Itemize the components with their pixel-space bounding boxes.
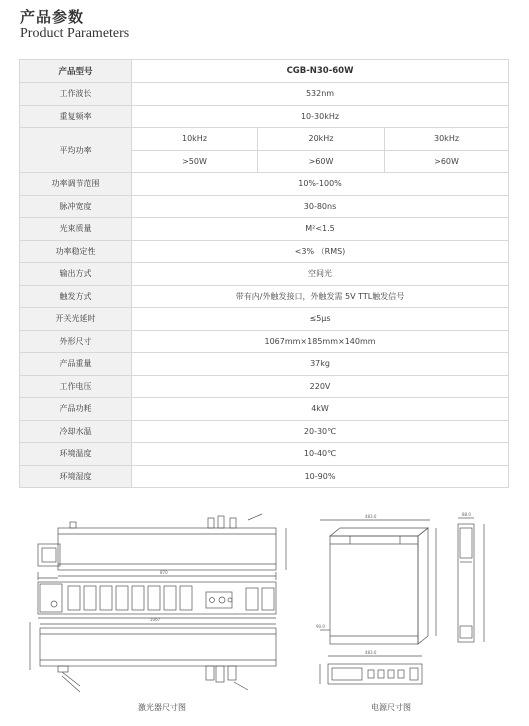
- table-header-row: [20, 60, 509, 83]
- dimension-label: 1067: [150, 617, 161, 622]
- spec-table: [19, 59, 509, 488]
- model-label: 产品型号: [20, 60, 132, 83]
- dimension-label: 870: [160, 570, 168, 575]
- dimension-label: 483.0: [365, 514, 377, 519]
- table-row: [20, 285, 509, 308]
- laser-side-view: [30, 622, 276, 692]
- row-value: 4kW: [132, 398, 509, 421]
- row-label: 外形尺寸: [20, 330, 132, 353]
- table-row: [20, 218, 509, 241]
- freq-cell: 20kHz: [258, 128, 385, 151]
- power-cell: >60W: [385, 150, 509, 173]
- row-label: 输出方式: [20, 263, 132, 286]
- page-title-cn: 产品参数: [20, 8, 85, 26]
- row-value: 10-40℃: [132, 443, 509, 466]
- row-label: 触发方式: [20, 285, 132, 308]
- row-label: 开关光延时: [20, 308, 132, 331]
- table-row: [20, 465, 509, 488]
- power-supply-side-view: [458, 518, 484, 642]
- table-row: [20, 353, 509, 376]
- row-value: 10%-100%: [132, 173, 509, 196]
- row-label: 工作电压: [20, 375, 132, 398]
- row-value: 带有内/外触发接口，外触发需 5V TTL触发信号: [132, 285, 509, 308]
- row-label: 脉冲宽度: [20, 195, 132, 218]
- wavelength-value: 532nm: [132, 83, 509, 106]
- model-value: CGB-N30-60W: [132, 60, 509, 83]
- row-label: 环境温度: [20, 443, 132, 466]
- row-value: 空间光: [132, 263, 509, 286]
- power-supply-front-view: [320, 656, 422, 684]
- row-label: 功率调节范围: [20, 173, 132, 196]
- row-label: 环境湿度: [20, 465, 132, 488]
- power-drawing-caption: 电源尺寸图: [371, 703, 411, 712]
- dimension-label: 88.0: [462, 512, 471, 517]
- table-row: [20, 83, 509, 106]
- dimension-label: 90.0: [316, 624, 325, 629]
- table-row: [20, 195, 509, 218]
- row-value: 10-90%: [132, 465, 509, 488]
- power-cell: >50W: [132, 150, 258, 173]
- table-row: [20, 105, 509, 128]
- page-title-en: Product Parameters: [20, 26, 130, 41]
- freq-cell: 30kHz: [385, 128, 509, 151]
- table-row: [20, 240, 509, 263]
- rep-rate-value: 10-30kHz: [132, 105, 509, 128]
- table-row: [20, 308, 509, 331]
- row-label: 产品重量: [20, 353, 132, 376]
- laser-front-view: [38, 578, 276, 618]
- laser-drawing-caption: 激光器尺寸图: [138, 703, 186, 712]
- avg-power-label: 平均功率: [20, 128, 132, 173]
- row-value: <3% （RMS): [132, 240, 509, 263]
- row-value: 20-30℃: [132, 420, 509, 443]
- row-value: M²<1.5: [132, 218, 509, 241]
- row-label: 产品功耗: [20, 398, 132, 421]
- row-label: 光束质量: [20, 218, 132, 241]
- row-value: 1067mm×185mm×140mm: [132, 330, 509, 353]
- table-row: [20, 375, 509, 398]
- row-label: 冷却水温: [20, 420, 132, 443]
- row-value: 37kg: [132, 353, 509, 376]
- row-value: 30-80ns: [132, 195, 509, 218]
- table-row: [20, 398, 509, 421]
- table-row: [20, 128, 509, 151]
- table-row: [20, 263, 509, 286]
- dimension-label: 483.0: [365, 650, 377, 655]
- rep-rate-label: 重复频率: [20, 105, 132, 128]
- table-row: [20, 330, 509, 353]
- table-row: [20, 443, 509, 466]
- row-label: 功率稳定性: [20, 240, 132, 263]
- power-supply-3d-view: [320, 520, 436, 644]
- row-value: ≤5μs: [132, 308, 509, 331]
- power-cell: >60W: [258, 150, 385, 173]
- wavelength-label: 工作波长: [20, 83, 132, 106]
- freq-cell: 10kHz: [132, 128, 258, 151]
- dimension-drawings: [0, 500, 529, 726]
- table-row: [20, 173, 509, 196]
- row-value: 220V: [132, 375, 509, 398]
- table-row: [20, 420, 509, 443]
